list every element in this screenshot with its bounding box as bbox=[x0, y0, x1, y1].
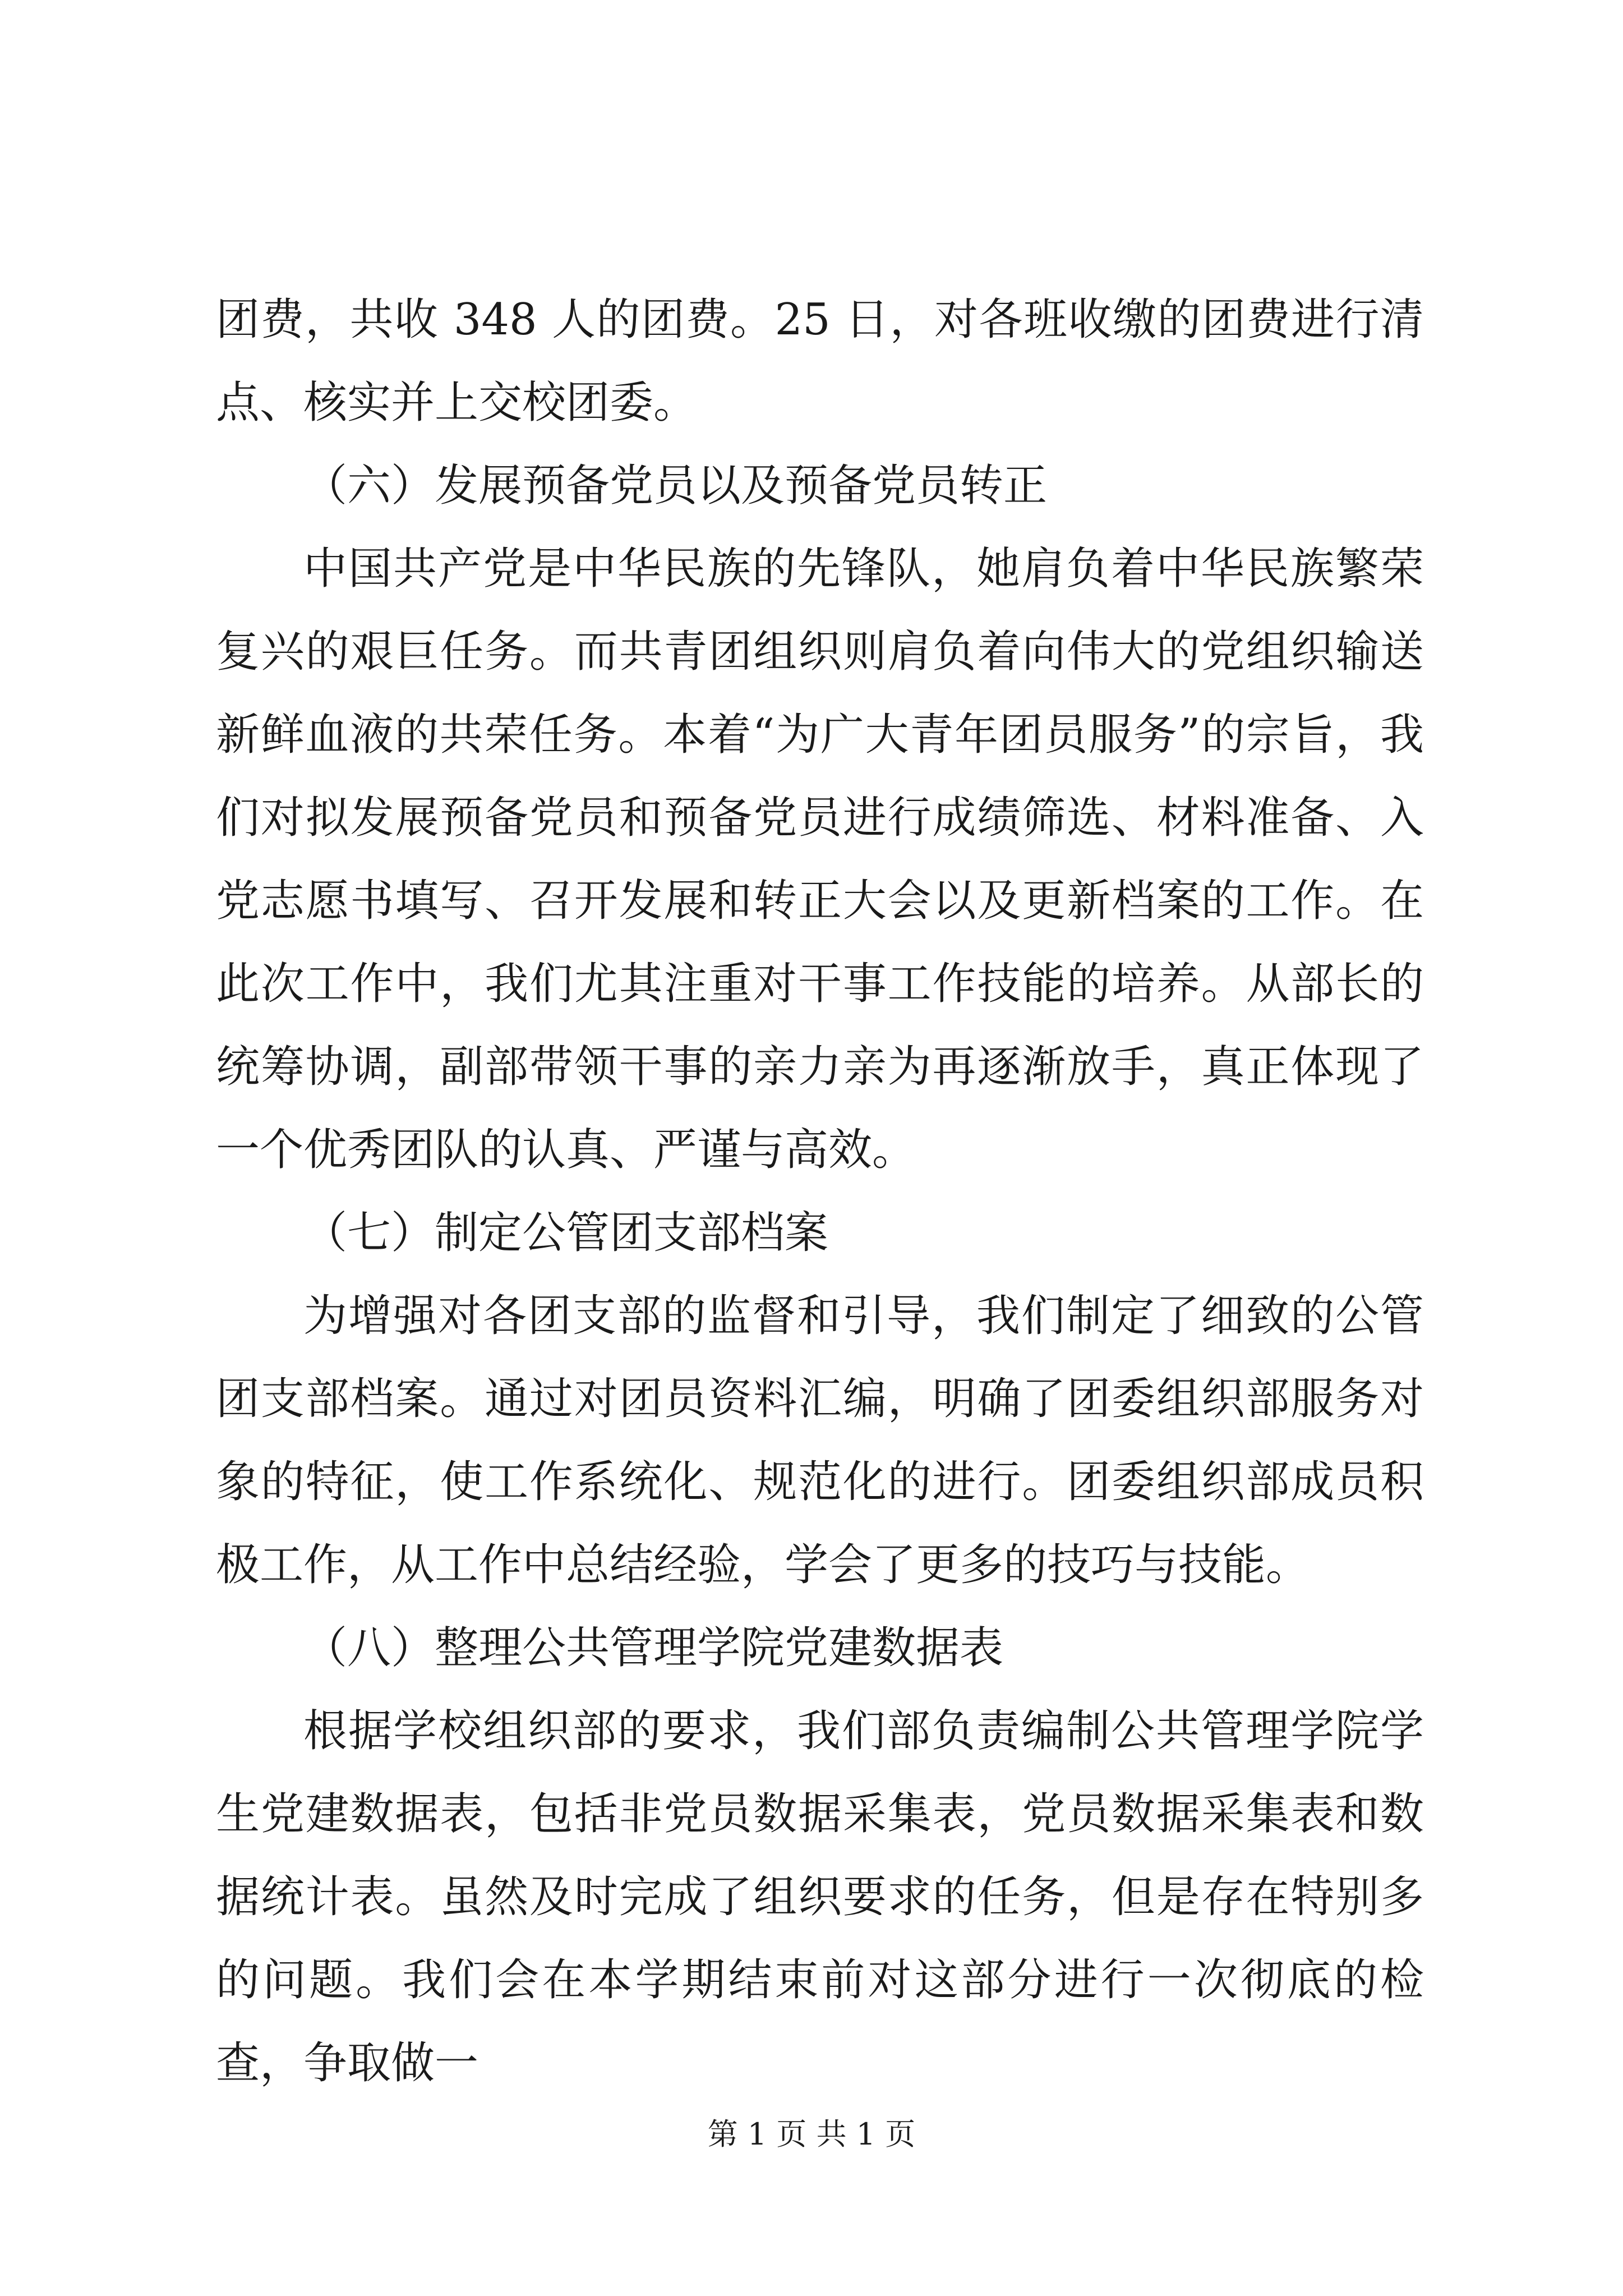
paragraph-continuation: 团费，共收 348 人的团费。25 日，对各班收缴的团费进行清点、核实并上交校团委。 bbox=[216, 295, 1424, 428]
paragraph-branch-archive: 为增强对各团支部的监督和引导，我们制定了细致的公管团支部档案。通过对团员资料汇编，明确了团委组织部服务对象的特征，使工作系统化、规范化的进行。团委组织部成员积极工作，从工作中总结经验，学会了更多的技巧与技能。 bbox=[216, 1291, 1424, 1590]
section-heading-6: （六）发展预备党员以及预备党员转正 bbox=[303, 461, 1048, 511]
paragraph-data-tables: 根据学校组织部的要求，我们部负责编制公共管理学院学生党建数据表，包括非党员数据采集表，党员数据采集表和数据统计表。虽然及时完成了组织要求的任务，但是存在特别多的问题。我们会在本学期结束前对这部分进行一次彻底的检查，争取做一 bbox=[216, 1706, 1424, 2088]
section-heading-8: （八）整理公共管理学院党建数据表 bbox=[303, 1623, 1004, 1673]
document-body bbox=[216, 278, 1424, 2105]
paragraph-party-development: 中国共产党是中华民族的先锋队，她肩负着中华民族繁荣复兴的艰巨任务。而共青团组织则肩负着向伟大的党组织输送新鲜血液的共荣任务。本着“为广大青年团员服务”的宗旨，我们对拟发展预备党员和预备党员进行成绩筛选、材料准备、入党志愿书填写、召开发展和转正大会以及更新档案的工作。在此次工作中，我们尤其注重对干事工作技能的培养。从部长的统筹协调，副部带领干事的亲力亲为再逐渐放手，真正体现了一个优秀团队的认真、严谨与高效。 bbox=[216, 544, 1424, 1175]
section-heading-7: （七）制定公管团支部档案 bbox=[303, 1208, 829, 1258]
page-footer: 第 1 页 共 1 页 bbox=[707, 2116, 916, 2152]
